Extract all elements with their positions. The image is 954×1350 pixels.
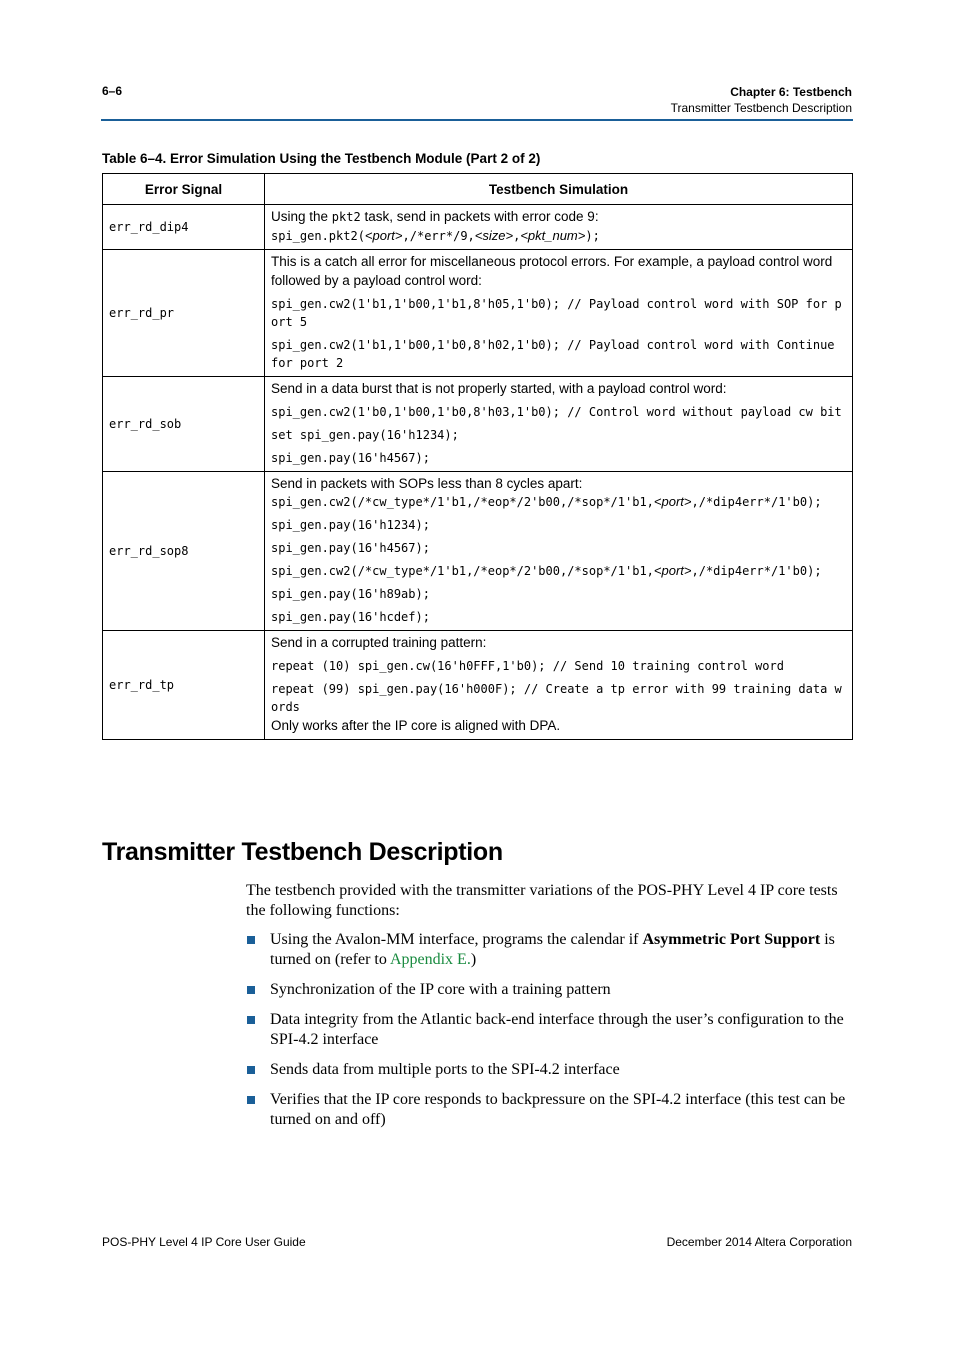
code-line: spi_gen.pay(16'h4567); [271, 451, 430, 465]
code-line: spi_gen.pay(16'hcdef); [271, 610, 430, 624]
simulation-cell [265, 631, 853, 740]
footer-guide-title: POS-PHY Level 4 IP Core User Guide [102, 1235, 306, 1249]
code-line: spi_gen.cw2(/*cw_type*/1'b1,/*eop*/2'b00,/*sop*/1'b1,<port>,/*dip4err*/1'b0); [271, 563, 822, 578]
list-item: Using the Avalon-MM interface, programs the calendar if Asymmetric Port Support is turned on (refer to Appendix E.) [246, 930, 852, 970]
code-line: spi_gen.cw2(1'b1,1'b00,1'b1,8'h05,1'b0); // Payload control word with SOP for port 5 [271, 297, 842, 329]
simulation-cell [265, 250, 853, 377]
code-line: spi_gen.cw2(/*cw_type*/1'b1,/*eop*/2'b00,/*sop*/1'b1,<port>,/*dip4err*/1'b0); [271, 494, 822, 509]
code-line: set spi_gen.pay(16'h1234); [271, 428, 459, 442]
table-caption: Table 6–4. Error Simulation Using the Testbench Module (Part 2 of 2) [102, 151, 541, 166]
code-line: spi_gen.cw2(1'b1,1'b00,1'b0,8'h02,1'b0); // Payload control word with Continue for port 2 [271, 338, 835, 370]
simulation-cell [265, 377, 853, 472]
list-item: Data integrity from the Atlantic back-end interface through the user’s configuration to the SPI-4.2 interface [246, 1010, 852, 1050]
page-number: 6–6 [102, 84, 123, 98]
code-line: spi_gen.pay(16'h89ab); [271, 587, 430, 601]
table-row [103, 250, 853, 377]
description-text: This is a catch all error for miscellaneous protocol errors. For example, a payload control word followed by a payload control word: [271, 254, 833, 288]
chapter-title: Chapter 6: Testbench [730, 85, 852, 99]
code-line: spi_gen.pay(16'h4567); [271, 541, 430, 555]
running-header [671, 84, 852, 116]
list-item: Sends data from multiple ports to the SPI-4.2 interface [246, 1060, 852, 1080]
code-line: repeat (10) spi_gen.cw(16'h0FFF,1'b0); // Send 10 training control word [271, 659, 784, 673]
description-text: Send in a data burst that is not properly started, with a payload control word: [271, 381, 727, 396]
table-row [103, 472, 853, 631]
table-row [103, 205, 853, 250]
bullet-square-icon [247, 936, 255, 944]
table-header-row [103, 174, 853, 205]
table-row [103, 377, 853, 472]
code-line: spi_gen.pay(16'h1234); [271, 518, 430, 532]
section-title: Transmitter Testbench Description [670, 101, 852, 115]
signal-cell: err_rd_sop8 [103, 472, 265, 631]
header-rule [101, 119, 853, 121]
inline-code: pkt2 [331, 210, 361, 224]
bullet-square-icon [247, 1066, 255, 1074]
column-header-signal: Error Signal [103, 174, 265, 205]
description-text: Send in packets with SOPs less than 8 cycles apart: [271, 476, 583, 491]
bullet-square-icon [247, 1016, 255, 1024]
error-simulation-table [102, 173, 853, 740]
bullet-square-icon [247, 986, 255, 994]
signal-cell: err_rd_tp [103, 631, 265, 740]
simulation-cell [265, 205, 853, 250]
signal-cell: err_rd_pr [103, 250, 265, 377]
footer-date-company: December 2014 Altera Corporation [666, 1235, 852, 1249]
description-text: Send in a corrupted training pattern: [271, 635, 487, 650]
code-line: spi_gen.cw2(1'b0,1'b00,1'b0,8'h03,1'b0); // Control word without payload cw bit [271, 405, 842, 419]
section-heading: Transmitter Testbench Description [102, 838, 503, 866]
simulation-cell [265, 472, 853, 631]
code-line: spi_gen.pkt2(<port>,/*err*/9,<size>,<pkt_num>); [271, 228, 600, 243]
code-line: repeat (99) spi_gen.pay(16'h000F); // Create a tp error with 99 training data words [271, 682, 842, 714]
intro-paragraph: The testbench provided with the transmitter variations of the POS-PHY Level 4 IP core tests the following functions: [246, 882, 838, 919]
description-text: Using the pkt2 task, send in packets with error code 9: [271, 209, 599, 224]
note-text: Only works after the IP core is aligned with DPA. [271, 718, 561, 733]
function-list [246, 930, 852, 1140]
table-row [103, 631, 853, 740]
column-header-simulation: Testbench Simulation [265, 174, 853, 205]
signal-cell: err_rd_dip4 [103, 205, 265, 250]
list-item: Verifies that the IP core responds to backpressure on the SPI-4.2 interface (this test can be turned on and off) [246, 1090, 852, 1130]
appendix-e-link[interactable]: Appendix E. [389, 951, 471, 968]
bullet-square-icon [247, 1096, 255, 1104]
signal-cell: err_rd_sob [103, 377, 265, 472]
list-item: Synchronization of the IP core with a training pattern [246, 980, 852, 1000]
